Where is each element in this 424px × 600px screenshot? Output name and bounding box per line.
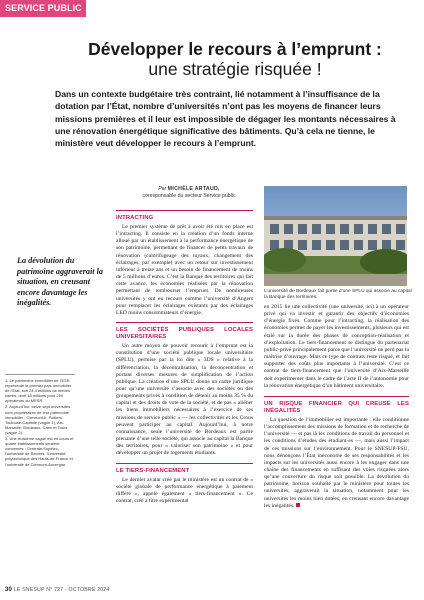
section-banner bbox=[0, 0, 86, 17]
pull-quote: La dévolution du patrimoine aggraverait la situation, en creusant encore davantage les inégalités. bbox=[17, 256, 103, 308]
text-column-1 bbox=[116, 210, 253, 505]
byline bbox=[124, 186, 254, 200]
page-number: 30 bbox=[5, 587, 13, 593]
headline-line-2: une stratégie risquée ! bbox=[148, 59, 322, 79]
footnote-2: 2. Aujourd’hui, treize sept universités sont propriétaires de leur patrimoine immobilier : Clermont-II, Poitiers, Toulouse-Capitole (vague 1), Aix-Marseille, Bordeaux, Caen et Tours (vague 2). bbox=[5, 404, 71, 435]
footer-publication: LE SNESUP N° 727 - OCTOBRE 2024 bbox=[13, 587, 110, 593]
paragraph-risque bbox=[264, 417, 409, 510]
footnotes bbox=[5, 374, 75, 468]
article-headline bbox=[55, 39, 415, 80]
paragraph-splu: Un autre moyen de pouvoir recourir à l’emprunt est la constitution d’une société publique locale universitaire (SPLU), permise par la loi dite « 3DS » relative à la différenciation, la décentralisation, la déconcentration et portant diverses mesures de simplification de l’action publique. La création d’une SPLU donne un cadre juridique pour qu’une université s’associe avec des sociétés ou des groupements privés à condition de détenir au moins 35 % du capital et des droits de vote de la société, et de pas « aliéner les biens immobiliers nécessaires à l’exercice de ses missions de service public » — les collectivités et les Crous peuvent participer au capital. Aujourd’hui, à notre connaissance, seule l’université de Bordeaux est partie prenante d’une telle société, qui associe au capital la Banque des territoires, pour « valoriser son patrimoine » et pour développer un projet de logements étudiants. bbox=[116, 343, 253, 457]
section-heading-risque: UN RISQUE FINANCIER QUI CREUSE LES INÉGALITÉS bbox=[264, 396, 409, 415]
section-heading-intracting: INTRACTING bbox=[116, 210, 253, 222]
footnote-3: 3. Une troisième vague est en cours et quatre établissements seraient concernés : Centrale-Supélec, l’université de Rennes, l’université polytechnique des Hauts-de-France et l’université de Clermont-Auvergne. bbox=[5, 436, 74, 467]
paragraph-intracting: Le premier système de prêt à avoir été mis en place est l’intracting. Il consiste en la création d’un fonds interne alloué par un établissement à la performance énergétique de son patrimoine, permettant de financer de petits travaux de rénovation (calorifugeage des tuyaux, changement des éclairages, par exemple) avec un retour sur investissement inférieur à treize ans et un besoin de financement de moins de 5 millions d’euros. C’est la Banque des territoires qui fait cette avance, les économies réalisées par la rénovation permettant de rembourser l’emprunt. De nombreuses universités y ont eu recours comme l’université d’Angers pour remplacer les éclairages existants par des éclairages LED moins consommateurs d’énergie. bbox=[116, 224, 253, 316]
footnote-1: 1. Le patrimoine immobilier de l’ESR représente le premier parc immobilier de l’État, soit 24,4 millions de mètres carrés, dont 18 millions pour 250 opérateurs du MESR. bbox=[5, 378, 72, 404]
photo-caption: L’université de Bordeaux fait partie d’une SPLU qui associe au capital la Banque des territoires. bbox=[264, 289, 412, 300]
page-footer bbox=[5, 587, 205, 594]
article-lede: Dans un contexte budgétaire très contraint, lié notamment à l’insuffisance de la dotation par l’État, nombre d’universités n’ont pas les moyens de financer leurs missions premières et il leur est impossible de dégager les montants nécessaires à une rénovation énergétique significative des bâtiments. Qu’à cela ne tienne, le ministère veut développer le recours à l’emprunt. bbox=[55, 89, 396, 149]
section-heading-tiers-financement: LE TIERS-FINANCEMENT bbox=[116, 463, 253, 475]
author-role: coresponsable du secteur Service public bbox=[142, 193, 236, 199]
building-photo bbox=[264, 186, 407, 286]
section-banner-label: SERVICE PUBLIC bbox=[5, 3, 82, 13]
author-name: MICHÈLE ARTAUD, bbox=[167, 186, 220, 192]
end-of-article-mark bbox=[296, 503, 300, 507]
paragraph-tiers-financement-1: Le dernier avatar créé par le ministère est un contrat de « société globale de performance énergétique à paiement différé », appelé également « tiers-financement ». Ce contrat, créé à titre expérimental bbox=[116, 476, 253, 504]
paragraph-tiers-financement-2: en 2015 lie une collectivité (une université, ici) à un opérateur privé qui va investir et garantir des objectifs d’économies d’énergie fixés. Comme pour l’intracting, la réalisation des économies permet de payer les investissements, plusieurs qui est étalé sur la durée des phases de conception-réalisation et d’exploitation. Le tiers-financement se distingue du partenariat public-privé principalement parce que l’université ne perd pas la maîtrise d’ouvrage. Mais ce type de contrats reste risqué, et fait supporter des coûts plus importants à l’université. C’est ce contrat de tiers-financement que l’université d’Aix-Marseille doit expérimenter dans le cadre de l’acte II de l’autonomie pour la rénovation énergétique d’un bâtiment universitaire. bbox=[264, 304, 409, 389]
building-photo-image bbox=[264, 186, 407, 286]
section-heading-splu: LES SOCIÉTÉS PUBLIQUES LOCALES UNIVERSITAIRES bbox=[116, 322, 253, 341]
headline-line-1: Développer le recours à l’emprunt : bbox=[88, 39, 382, 59]
paragraph-risque-text: La question de l’immobilier est importante : elle conditionne l’accomplissement des missions de formation et de recherche de l’université — et pas là les conditions de travail du personnel et les conditions d’études des étudiant·es —, mais aussi l’impact de ces missions sur l’environnement. Pour le SNESUP-FSU, nous dénonçons l’État inéconome de ses responsabilités et les impacts sur les universités aussi encore à les engager dans une chaîne des financements en suffisant des voies risquées alors qu’une couverture du risque soit possible. La dévolution du patrimoine, horizon souhaité par le ministère pour toutes les universités, aggraverait la situation, notamment pour les universités les moins bien dotées, en creusant encore davantage les inégalités. bbox=[264, 416, 409, 509]
byline-par: Par bbox=[158, 186, 167, 192]
text-column-2 bbox=[264, 304, 409, 510]
